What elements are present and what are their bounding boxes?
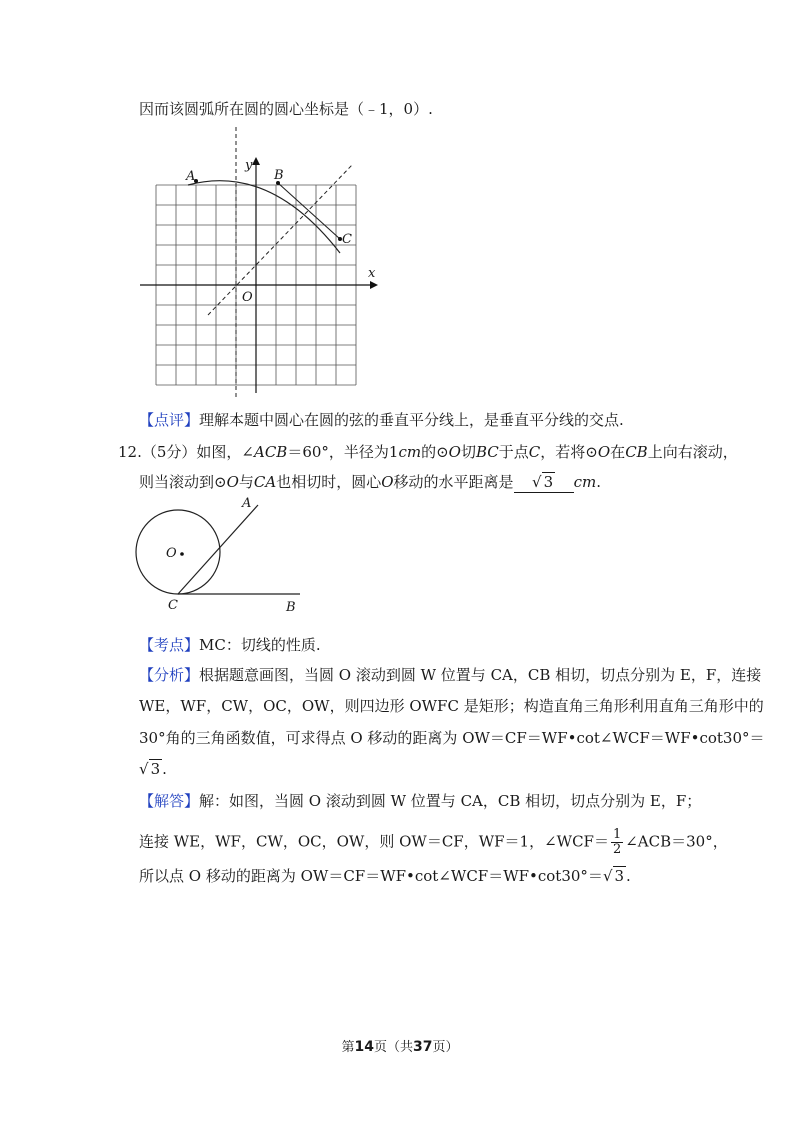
jieda-tag: 【解答】 bbox=[139, 792, 200, 810]
q12-answer bbox=[514, 472, 574, 493]
radical-sign: √ bbox=[532, 473, 542, 491]
figure-circle-angle bbox=[130, 495, 310, 620]
q12-text: 上向右滚动， bbox=[647, 443, 738, 461]
q12-var: O bbox=[597, 443, 611, 461]
review-text: 理解本题中圆心在圆的弦的垂直平分线上，是垂直平分线的交点. bbox=[199, 411, 624, 429]
q12-text: 移动的水平距离是 bbox=[393, 473, 514, 491]
fraction-half bbox=[611, 828, 623, 857]
page-number: 14 bbox=[354, 1039, 374, 1055]
radical-sign: √ bbox=[602, 867, 613, 885]
diagonal-bisector bbox=[208, 165, 352, 315]
label-a: A bbox=[186, 169, 196, 184]
label-o: O bbox=[242, 290, 253, 305]
fraction-denominator: 2 bbox=[612, 842, 622, 857]
fraction-numerator: 1 bbox=[612, 827, 622, 842]
y-axis-arrow bbox=[252, 157, 260, 165]
kaodian-line bbox=[139, 635, 321, 655]
review-line bbox=[139, 410, 624, 430]
jieda-line1 bbox=[139, 791, 701, 811]
q12-text: . bbox=[596, 473, 601, 491]
jieda-end: . bbox=[626, 867, 631, 885]
ray-ca bbox=[178, 505, 258, 594]
q12-text: 于点 bbox=[498, 443, 529, 461]
q12-score: （5分） bbox=[141, 443, 197, 461]
label-x: x bbox=[368, 266, 376, 281]
fenxi-line1 bbox=[139, 665, 761, 685]
arc bbox=[188, 181, 340, 253]
intro-line: 因而该圆弧所在圆的圆心坐标是（﹣1，0）. bbox=[139, 100, 433, 118]
q12-var: O bbox=[448, 443, 461, 461]
radical-sign: √ bbox=[139, 760, 149, 778]
footer-text: 页） bbox=[432, 1040, 459, 1055]
fenxi-tag: 【分析】 bbox=[139, 666, 200, 684]
q12-var: C bbox=[528, 443, 541, 461]
fenxi-text: 根据题意画图，当圆 O 滚动到圆 W 位置与 CA，CB 相切，切点分别为 E，F，连接 bbox=[199, 666, 762, 684]
q12-number: 12. bbox=[118, 443, 142, 461]
jieda-text: ∠ACB＝30°， bbox=[625, 832, 728, 851]
jieda-line2 bbox=[139, 828, 728, 857]
q12-line1 bbox=[118, 442, 738, 462]
label-c: C bbox=[342, 232, 352, 247]
q12-text: 也相切时，圆心 bbox=[276, 473, 382, 491]
q12-text: ＝60°，半径为1 bbox=[287, 443, 399, 461]
q12-text: 切 bbox=[460, 443, 476, 461]
q12-var: O bbox=[226, 473, 239, 491]
label-c: C bbox=[168, 598, 178, 613]
q12-text: 则当滚动到⊙ bbox=[139, 473, 227, 491]
label-y: y bbox=[245, 158, 253, 173]
label-b: B bbox=[274, 168, 284, 183]
page-total: 37 bbox=[413, 1039, 433, 1055]
kaodian-tag: 【考点】 bbox=[139, 636, 200, 654]
jieda-text: 解：如图，当圆 O 滚动到圆 W 位置与 CA，CB 相切，切点分别为 E，F； bbox=[199, 792, 702, 810]
q12-text: 如图，∠ bbox=[196, 443, 254, 461]
footer-text: 第 bbox=[341, 1040, 355, 1055]
q12-var: CB bbox=[625, 443, 648, 461]
q12-var: CA bbox=[253, 473, 277, 491]
label-a: A bbox=[242, 496, 252, 511]
q12-text: 与 bbox=[238, 473, 254, 491]
page-footer bbox=[0, 1036, 800, 1055]
circle-o bbox=[136, 510, 220, 594]
jieda-text: 连接 WE，WF，CW，OC，OW，则 OW＝CF，WF＝1，∠WCF＝ bbox=[139, 832, 609, 851]
q12-var: BC bbox=[476, 443, 499, 461]
jieda-text: 所以点 O 移动的距离为 OW＝CF＝WF•cot∠WCF＝WF•cot30°＝ bbox=[139, 867, 603, 885]
fenxi-line3: 30°角的三角函数值，可求得点 O 移动的距离为 OW＝CF＝WF•cot∠WCF＝WF•cot30°＝ bbox=[139, 729, 765, 747]
fenxi-line4 bbox=[139, 759, 167, 779]
sqrt-value: 3 bbox=[614, 867, 625, 885]
q12-var: cm bbox=[398, 443, 422, 461]
q12-text: ，若将⊙ bbox=[540, 443, 598, 461]
footer-text: 页（共 bbox=[373, 1040, 413, 1055]
answer-value: 3 bbox=[543, 473, 554, 491]
x-axis-arrow bbox=[370, 281, 378, 289]
review-tag: 【点评】 bbox=[139, 411, 200, 429]
center-o bbox=[180, 552, 184, 556]
sqrt-value: 3 bbox=[150, 760, 161, 778]
label-o: O bbox=[166, 546, 177, 561]
fenxi-line2: WE，WF，CW，OC，OW，则四边形 OWFC 是矩形；构造直角三角形利用直角三角形中的 bbox=[139, 697, 764, 715]
fenxi-end: . bbox=[162, 760, 167, 778]
q12-text: 在 bbox=[610, 443, 626, 461]
figure-grid-arc bbox=[130, 125, 390, 400]
q12-var: ACB bbox=[253, 443, 288, 461]
kaodian-text: MC：切线的性质. bbox=[199, 636, 321, 654]
chord-bc bbox=[278, 183, 340, 239]
q12-unit: cm bbox=[573, 473, 597, 491]
q12-line2 bbox=[139, 472, 601, 493]
q12-var: O bbox=[381, 473, 394, 491]
label-b: B bbox=[286, 600, 296, 615]
q12-text: 的⊙ bbox=[421, 443, 449, 461]
jieda-line3 bbox=[139, 866, 631, 886]
